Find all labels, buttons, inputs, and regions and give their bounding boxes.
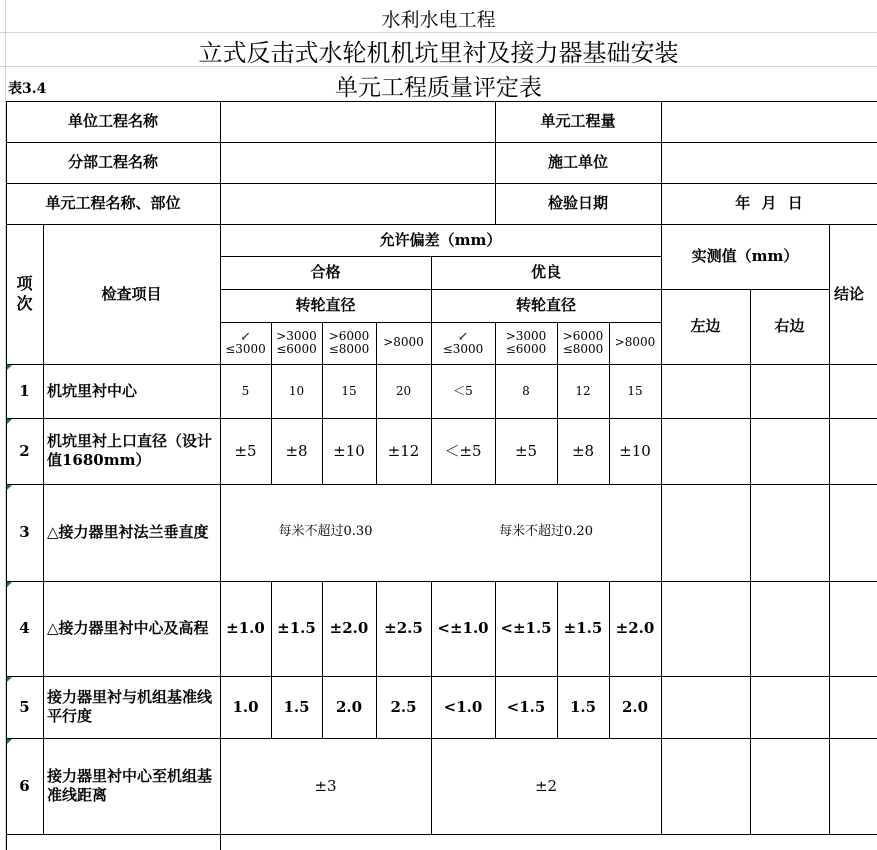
table-number: 表3.4	[8, 81, 47, 97]
tolerance-value: 1.5	[569, 697, 597, 716]
range-1-q: ↙ ≤3000	[225, 328, 266, 356]
header-conclusion: 结论	[834, 284, 865, 303]
range-2-e: >3000 ≤6000	[505, 328, 547, 356]
row-item: 机坑里衬中心	[47, 381, 138, 400]
row-item: △接力器里衬中心及高程	[47, 619, 209, 638]
tolerance-value: <1.5	[506, 697, 546, 716]
input-contractor[interactable]	[661, 142, 877, 183]
header-excellent: 优良	[530, 263, 561, 282]
row-no: 3	[19, 523, 30, 542]
row-no: 2	[19, 441, 30, 460]
tolerance-value: 1.0	[232, 697, 259, 716]
range-4-e: >8000	[614, 335, 656, 350]
tolerance-value: 5	[241, 383, 250, 398]
range-3-e: >6000 ≤8000	[562, 328, 604, 356]
header-title: 立式反击式水轮机机坑里衬及接力器基础安装	[198, 39, 679, 67]
tolerance-value: ±8	[571, 441, 595, 460]
input-element-name[interactable]	[220, 183, 495, 224]
row-item: △接力器里衬法兰垂直度	[47, 523, 209, 542]
tolerance-value: ＜5	[453, 383, 473, 398]
tolerance-value: ＜±5	[444, 441, 482, 460]
tolerance-value: <±1.5	[500, 619, 552, 638]
range-1-e: ↙ ≤3000	[442, 328, 484, 356]
header-runner-dia-q: 转轮直径	[295, 296, 356, 315]
date-value[interactable]: 年 月 日	[735, 194, 803, 213]
range-4-q: >8000	[383, 335, 424, 350]
tolerance-value: 2.5	[390, 697, 417, 716]
label-unit-quantity: 单元工程量	[540, 112, 616, 131]
label-element-name: 单元工程名称、部位	[45, 194, 181, 213]
input-sub-project[interactable]	[220, 142, 495, 183]
tolerance-value: 8	[522, 383, 530, 398]
tolerance-value: ±1.5	[277, 619, 316, 638]
tolerance-value: 2.0	[335, 697, 363, 716]
input-unit-quantity[interactable]	[661, 101, 877, 142]
row-no: 6	[19, 776, 30, 795]
header-runner-dia-e: 转轮直径	[515, 296, 576, 315]
tolerance-value: ±2.0	[329, 619, 369, 638]
tolerance-value: <±1.0	[437, 619, 489, 638]
tolerance-value: ±10	[619, 441, 651, 460]
tolerance-excellent: 每米不超过0.20	[499, 524, 593, 540]
tolerance-value: 2.0	[621, 697, 649, 716]
header-item: 检查项目	[101, 284, 162, 303]
header-seq: 项次	[16, 274, 33, 313]
header-tolerance: 允许偏差（mm）	[379, 230, 502, 249]
tolerance-value: ±5	[514, 441, 538, 460]
input-unit-project[interactable]	[220, 101, 495, 142]
row-item: 接力器里衬中心至机组基准线距离	[47, 767, 213, 804]
range-2-q: >3000 ≤6000	[276, 328, 317, 356]
label-unit-project: 单位工程名称	[67, 112, 158, 131]
label-inspect-date: 检验日期	[547, 194, 608, 213]
tolerance-excellent: ±2	[534, 776, 558, 795]
row-item: 机坑里衬上口直径（设计值1680mm）	[47, 432, 213, 469]
tolerance-value: ±10	[333, 441, 365, 460]
tolerance-value: 15	[341, 383, 357, 398]
tolerance-value: ±1.5	[563, 619, 603, 638]
label-sub-project: 分部工程名称	[67, 153, 158, 172]
tolerance-value: 10	[288, 383, 305, 398]
tolerance-value: ±12	[387, 441, 420, 460]
tolerance-value: <1.0	[443, 697, 483, 716]
range-3-q: >6000 ≤8000	[328, 328, 370, 356]
label-contractor: 施工单位	[547, 153, 608, 172]
tolerance-value: ±1.0	[226, 619, 265, 638]
tolerance-value: ±8	[285, 441, 308, 460]
header-subtitle: 单元工程质量评定表	[335, 75, 542, 101]
tolerance-qualified: ±3	[314, 776, 337, 795]
tolerance-value: ±2.5	[384, 619, 423, 638]
header-qualified: 合格	[310, 263, 341, 282]
header-line1: 水利水电工程	[381, 9, 496, 31]
row-item: 接力器里衬与机组基准线平行度	[47, 688, 213, 725]
row-no: 1	[19, 381, 30, 400]
row-no: 5	[19, 697, 30, 716]
tolerance-value: ±2.0	[615, 619, 655, 638]
header-right: 右边	[774, 317, 805, 336]
tolerance-value: 1.5	[283, 697, 310, 716]
tolerance-value: ±5	[234, 441, 257, 460]
tolerance-value: 12	[575, 383, 591, 398]
tolerance-value: 15	[627, 383, 643, 398]
header-left: 左边	[690, 317, 721, 336]
row-no: 4	[19, 619, 30, 638]
header-measured: 实测值（mm）	[691, 247, 799, 266]
tolerance-value: 20	[395, 383, 412, 398]
tolerance-qualified: 每米不超过0.30	[278, 524, 373, 540]
